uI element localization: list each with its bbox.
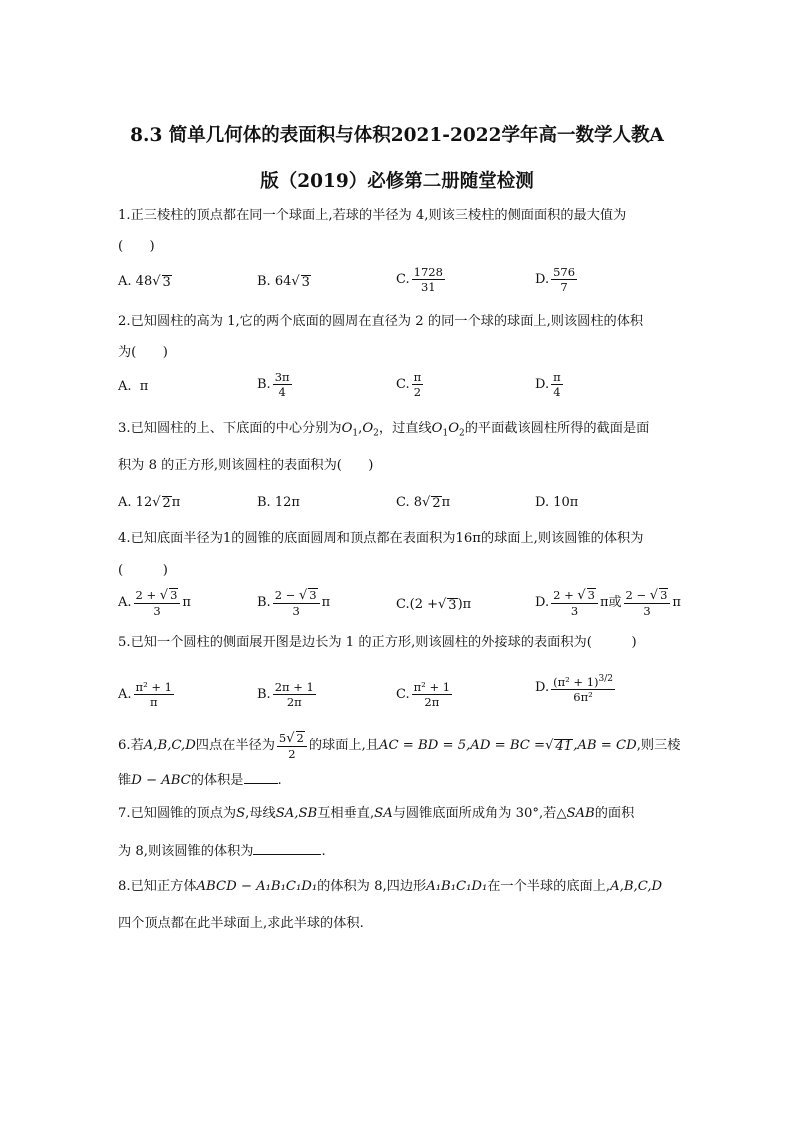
denominator: 7 — [560, 280, 568, 294]
pre: (2 + — [409, 597, 438, 612]
radicand: 3 — [170, 588, 178, 602]
numerator-text: 2 + — [553, 588, 578, 602]
q5-option-b[interactable] — [257, 680, 318, 709]
tail: π — [171, 495, 181, 510]
radicand: 2 — [162, 496, 171, 511]
q3-option-d[interactable] — [535, 494, 578, 512]
q6-stem: 6.若 A,B,C,D 四点在半径为 $\frac{5√ 2}{2}$ 的球面上,且 AC = BD = 5,AD = BC = √ 41 ,AB = CD ,则三棱 — [118, 731, 681, 761]
radicand: 41 — [555, 739, 573, 754]
q3-stem: 3.已知圆柱的上、下底面的中心分别为$O_1,O_2$，过直线$O_1O_2$的平面截该圆柱所得的截面是面 — [118, 421, 650, 439]
numerator — [551, 672, 615, 690]
numerator-text: 2 − — [274, 588, 299, 602]
q6-stem-part: 6.若 — [118, 738, 144, 753]
option-label: C. — [396, 376, 410, 392]
q3-stem-part: 的平面截该圆柱所得的截面是面 — [464, 421, 650, 436]
denominator: 3 — [153, 604, 161, 618]
q4-stem-bracket: ( ) — [118, 563, 168, 578]
option-label: D. — [535, 679, 550, 695]
q7-stem — [118, 805, 634, 823]
math-points: A,B,C,D — [610, 879, 663, 894]
fraction — [134, 588, 181, 618]
denominator: π — [149, 695, 158, 709]
denominator: 6π² — [573, 689, 593, 704]
numerator-text: 2 − — [625, 588, 650, 602]
fraction — [551, 370, 563, 399]
denominator: 3 — [292, 604, 300, 618]
math-tetrahedron: D − ABC — [131, 773, 191, 788]
denominator: 3 — [643, 604, 651, 618]
option-label: D. — [535, 495, 550, 510]
q6-stem-part: 四点在半径为 — [195, 738, 275, 753]
fraction — [412, 265, 445, 294]
q4-stem — [118, 530, 643, 548]
fraction — [273, 680, 316, 709]
q6-stem-part: 的球面上,且 — [308, 738, 379, 753]
q8-stem-part: 在一个半球的底面上, — [487, 879, 611, 894]
q3-stem-part: 3.已知圆柱的上、下底面的中心分别为 — [118, 421, 342, 436]
q4-option-b[interactable] — [257, 588, 330, 618]
denominator: 3 — [570, 604, 579, 618]
q3-stem-line-2: 积为 8 的正方形,则该圆柱的表面积为( ) — [118, 458, 374, 473]
q2-option-b[interactable] — [257, 370, 294, 399]
coef: 48 — [135, 274, 153, 289]
math-condition: AC = BD = 5,AD = BC = — [378, 738, 546, 753]
q3-stem-part: ，过直线 — [378, 421, 432, 436]
q4-option-d[interactable] — [535, 588, 681, 618]
q6-stem-line-2 — [118, 770, 282, 790]
option-value: 12π — [274, 495, 300, 510]
q1-stem: 1.正三棱柱的顶点都在同一个球面上,若球的半径为 4,则该三棱柱的侧面面积的最大值为 — [118, 208, 627, 223]
option-value: 10π — [553, 495, 579, 510]
q4-stem-part: 的球面上,则该圆锥的体积为 — [480, 531, 644, 546]
numerator: 3π — [274, 370, 290, 384]
q7-stem-part: 7.已知圆锥的顶点为 — [118, 806, 237, 821]
q6-stem-part: ,则三棱 — [636, 738, 681, 753]
numerator-text: 5 — [278, 731, 287, 745]
numerator: π² + 1 — [135, 680, 172, 694]
option-label: C. — [396, 495, 410, 510]
radicand: 3 — [587, 588, 595, 602]
option-label: D. — [535, 271, 550, 287]
math-s: S — [236, 806, 246, 821]
q5-option-d[interactable] — [535, 672, 617, 704]
option-label: D. — [535, 595, 550, 610]
document-title-line-2: 版（2019）必修第二册随堂检测 — [260, 171, 534, 192]
q6-stem-part: 的体积是 — [190, 773, 244, 788]
option-label: B. — [257, 274, 271, 289]
option-label: C. — [396, 597, 410, 612]
math-cube: ABCD − A₁B₁C₁D₁ — [196, 879, 318, 894]
q4-stem-part: 1 — [222, 531, 232, 546]
radicand: 3 — [301, 275, 310, 290]
option-label: B. — [257, 376, 271, 392]
q7-stem-part: 的面积 — [594, 806, 635, 821]
option-value: π — [139, 379, 149, 394]
numerator-text: (π² + 1) — [553, 674, 599, 689]
radicand: 2 — [432, 496, 441, 511]
q7-stem-part: ,母线 — [245, 806, 276, 821]
q7-stem-part: 为 8,则该圆锥的体积为 — [118, 844, 254, 859]
coef: 64 — [274, 274, 292, 289]
q6-stem-part: 锥 — [118, 773, 132, 788]
q8-stem-line-2: 四个顶点都在此半球面上,求此半球的体积. — [118, 916, 364, 931]
option-label: B. — [257, 495, 271, 510]
q3-option-a[interactable]: A. 12 √ 2 π — [118, 495, 181, 511]
denominator: 2 — [413, 385, 422, 399]
numerator: 1728 — [413, 265, 443, 279]
math-quad: A₁B₁C₁D₁ — [426, 879, 488, 894]
fraction — [551, 672, 615, 704]
numerator: 2 + √ 3 — [551, 588, 598, 604]
q7-stem-part: 互相垂直, — [317, 806, 375, 821]
option-label: D. — [535, 376, 550, 392]
denominator: 4 — [553, 385, 561, 399]
q2-option-c[interactable] — [396, 370, 425, 399]
fraction — [551, 265, 577, 294]
q5-option-a[interactable] — [118, 680, 176, 709]
coef: 8 — [413, 495, 423, 510]
math-sa: SA — [374, 806, 393, 821]
option-label: B. — [257, 686, 271, 702]
option-label: A. — [118, 379, 132, 394]
post: )π — [457, 597, 472, 612]
math-condition: ,AB = CD — [573, 738, 637, 753]
q4-option-c[interactable]: C. (2 + √ 3 )π — [396, 597, 472, 613]
numerator: 2 − √ 3 — [624, 588, 671, 604]
tail: π — [182, 595, 191, 610]
q2-option-a[interactable] — [118, 378, 148, 396]
coef: 12 — [135, 495, 153, 510]
q4-stem-part: 的圆锥的底面圆周和顶点都在表面积为 — [231, 531, 456, 546]
fraction — [134, 680, 174, 709]
fraction — [277, 731, 307, 761]
numerator: π — [553, 370, 561, 384]
q6-stem-part: . — [277, 773, 282, 788]
exponent: 3/2 — [598, 674, 613, 684]
math-o: O — [341, 421, 353, 436]
numerator: 576 — [553, 265, 576, 279]
radicand: 2 — [296, 731, 304, 745]
denominator: 31 — [420, 280, 436, 294]
q7-stem-part: . — [321, 844, 326, 859]
q1-stem-bracket: ( ) — [118, 239, 155, 254]
fraction — [273, 370, 292, 399]
q8-stem-part: 8.已知正方体 — [118, 879, 197, 894]
option-label: C. — [396, 686, 410, 702]
denominator: 2π — [424, 695, 440, 709]
q8-stem — [118, 878, 662, 896]
numerator: 2π + 1 — [274, 680, 314, 694]
option-label: C. — [396, 271, 410, 287]
q3-option-b[interactable] — [257, 494, 300, 512]
q3-option-c[interactable]: C. 8 √ 2 π — [396, 495, 451, 511]
math-triangle: △SAB — [556, 806, 595, 821]
numerator: 2 − √ 3 — [273, 588, 320, 604]
numerator-text: 2 + — [135, 588, 160, 602]
q1-option-d[interactable] — [535, 265, 579, 294]
q2-stem: 2.已知圆柱的高为 1,它的两个底面的圆周在直径为 2 的同一个球的球面上,则该圆柱的体积 — [118, 314, 644, 329]
denominator: 2π — [286, 695, 302, 709]
tail: π — [672, 595, 681, 610]
q5-option-c[interactable] — [396, 680, 454, 709]
radicand: 3 — [660, 588, 668, 602]
option-label: A. — [118, 274, 132, 289]
fraction — [412, 680, 452, 709]
q1-option-b[interactable]: B. 64 √ 3 — [257, 274, 310, 290]
numerator: 2 + √ 3 — [134, 588, 181, 604]
math-generatrices: SA,SB — [275, 806, 318, 821]
q1-option-a[interactable]: A. 48 √ 3 — [118, 274, 171, 290]
fraction — [273, 588, 320, 618]
option-label: A. — [118, 495, 132, 510]
fraction — [551, 588, 598, 618]
q2-option-d[interactable] — [535, 370, 565, 399]
answer-blank[interactable] — [244, 770, 278, 784]
denominator: 4 — [278, 385, 286, 399]
answer-blank[interactable] — [253, 841, 321, 855]
connector: π或 — [599, 595, 622, 610]
q4-option-a[interactable] — [118, 588, 191, 618]
q2-stem-bracket: 为( ) — [118, 345, 168, 360]
radicand: 3 — [448, 598, 457, 613]
option-label: A. — [118, 595, 132, 610]
radicand: 3 — [162, 275, 171, 290]
numerator: 5√ 2 — [277, 731, 307, 747]
tail: π — [321, 595, 331, 610]
denominator: 2 — [288, 747, 296, 761]
option-label: A. — [118, 686, 132, 702]
q5-stem: 5.已知一个圆柱的侧面展开图是边长为 1 的正方形,则该圆柱的外接球的表面积为( ) — [118, 635, 637, 650]
fraction — [624, 588, 671, 618]
numerator: π — [413, 370, 422, 384]
option-label: B. — [257, 595, 271, 610]
q4-stem-part: 16π — [455, 531, 481, 546]
fraction — [412, 370, 424, 399]
tail: π — [441, 495, 451, 510]
q7-stem-part: 与圆锥底面所成角为 30°,若 — [392, 806, 557, 821]
numerator: π² + 1 — [413, 680, 451, 694]
radicand: 3 — [309, 588, 317, 602]
q8-stem-part: 的体积为 8,四边形 — [317, 879, 427, 894]
q4-stem-part: 4.已知底面半径为 — [118, 531, 223, 546]
document-title-line-1: 8.3 简单几何体的表面积与体积2021-2022学年高一数学人教A — [130, 125, 664, 146]
q7-stem-line-2 — [118, 841, 326, 861]
math-points: A,B,C,D — [143, 738, 196, 753]
q1-option-c[interactable] — [396, 265, 447, 294]
